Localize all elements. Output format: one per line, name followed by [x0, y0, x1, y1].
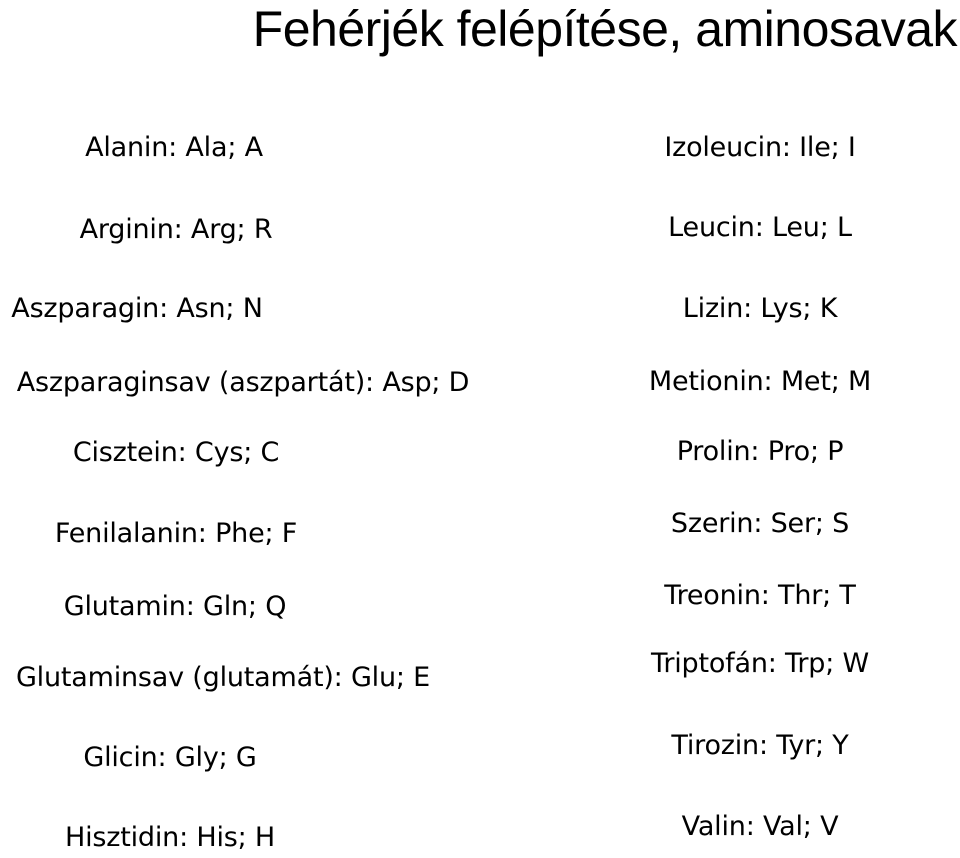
amino-acid-entry: Glicin: Gly; G — [83, 742, 257, 773]
list-item — [0, 818, 492, 858]
amino-acid-entry: Fenilalanin: Phe; F — [54, 518, 298, 549]
amino-acid-entry: Izoleucin: Ile; I — [664, 132, 856, 163]
amino-acid-entry: Lizin: Lys; K — [682, 293, 838, 324]
list-item — [0, 587, 492, 627]
amino-acid-entry: Metionin: Met; M — [648, 366, 872, 397]
list-item — [664, 128, 960, 168]
amino-acid-entry: Szerin: Ser; S — [670, 508, 850, 539]
amino-acid-entry: Triptofán: Trp; W — [651, 648, 869, 679]
list-item — [676, 432, 960, 472]
amino-acid-entry: Glutamin: Gln; Q — [63, 591, 287, 622]
amino-acid-entry: Leucin: Leu; L — [668, 212, 852, 243]
list-item — [681, 807, 960, 847]
list-item — [668, 208, 960, 248]
amino-acid-entry: Arginin: Arg; R — [79, 214, 273, 245]
amino-acid-entry: Hisztidin: His; H — [64, 822, 276, 853]
list-item — [0, 289, 492, 329]
amino-acid-entry: Cisztein: Cys; C — [72, 437, 280, 468]
list-item — [682, 289, 960, 329]
page-title: Fehérjék felépítése, aminosavak — [252, 1, 957, 57]
list-item — [0, 514, 492, 554]
amino-acid-entry: Aszparaginsav (aszpartát): Asp; D — [16, 367, 470, 398]
amino-acid-entry: Tirozin: Tyr; Y — [671, 730, 849, 761]
list-item — [671, 726, 960, 766]
list-item — [0, 658, 492, 698]
list-item — [670, 504, 960, 544]
list-item — [0, 363, 492, 403]
list-item — [664, 576, 960, 616]
amino-acid-entry: Aszparagin: Asn; N — [11, 293, 263, 324]
amino-acid-entry: Valin: Val; V — [681, 811, 839, 842]
list-item — [648, 362, 960, 402]
amino-acid-entry: Glutaminsav (glutamát): Glu; E — [15, 662, 431, 693]
amino-acid-entry: Alanin: Ala; A — [85, 132, 263, 163]
list-item — [0, 210, 492, 250]
amino-acid-entry: Prolin: Pro; P — [676, 436, 844, 467]
list-item — [651, 644, 960, 684]
list-item — [0, 128, 492, 168]
list-item — [0, 433, 492, 473]
list-item — [0, 738, 492, 778]
amino-acid-entry: Treonin: Thr; T — [664, 580, 856, 611]
